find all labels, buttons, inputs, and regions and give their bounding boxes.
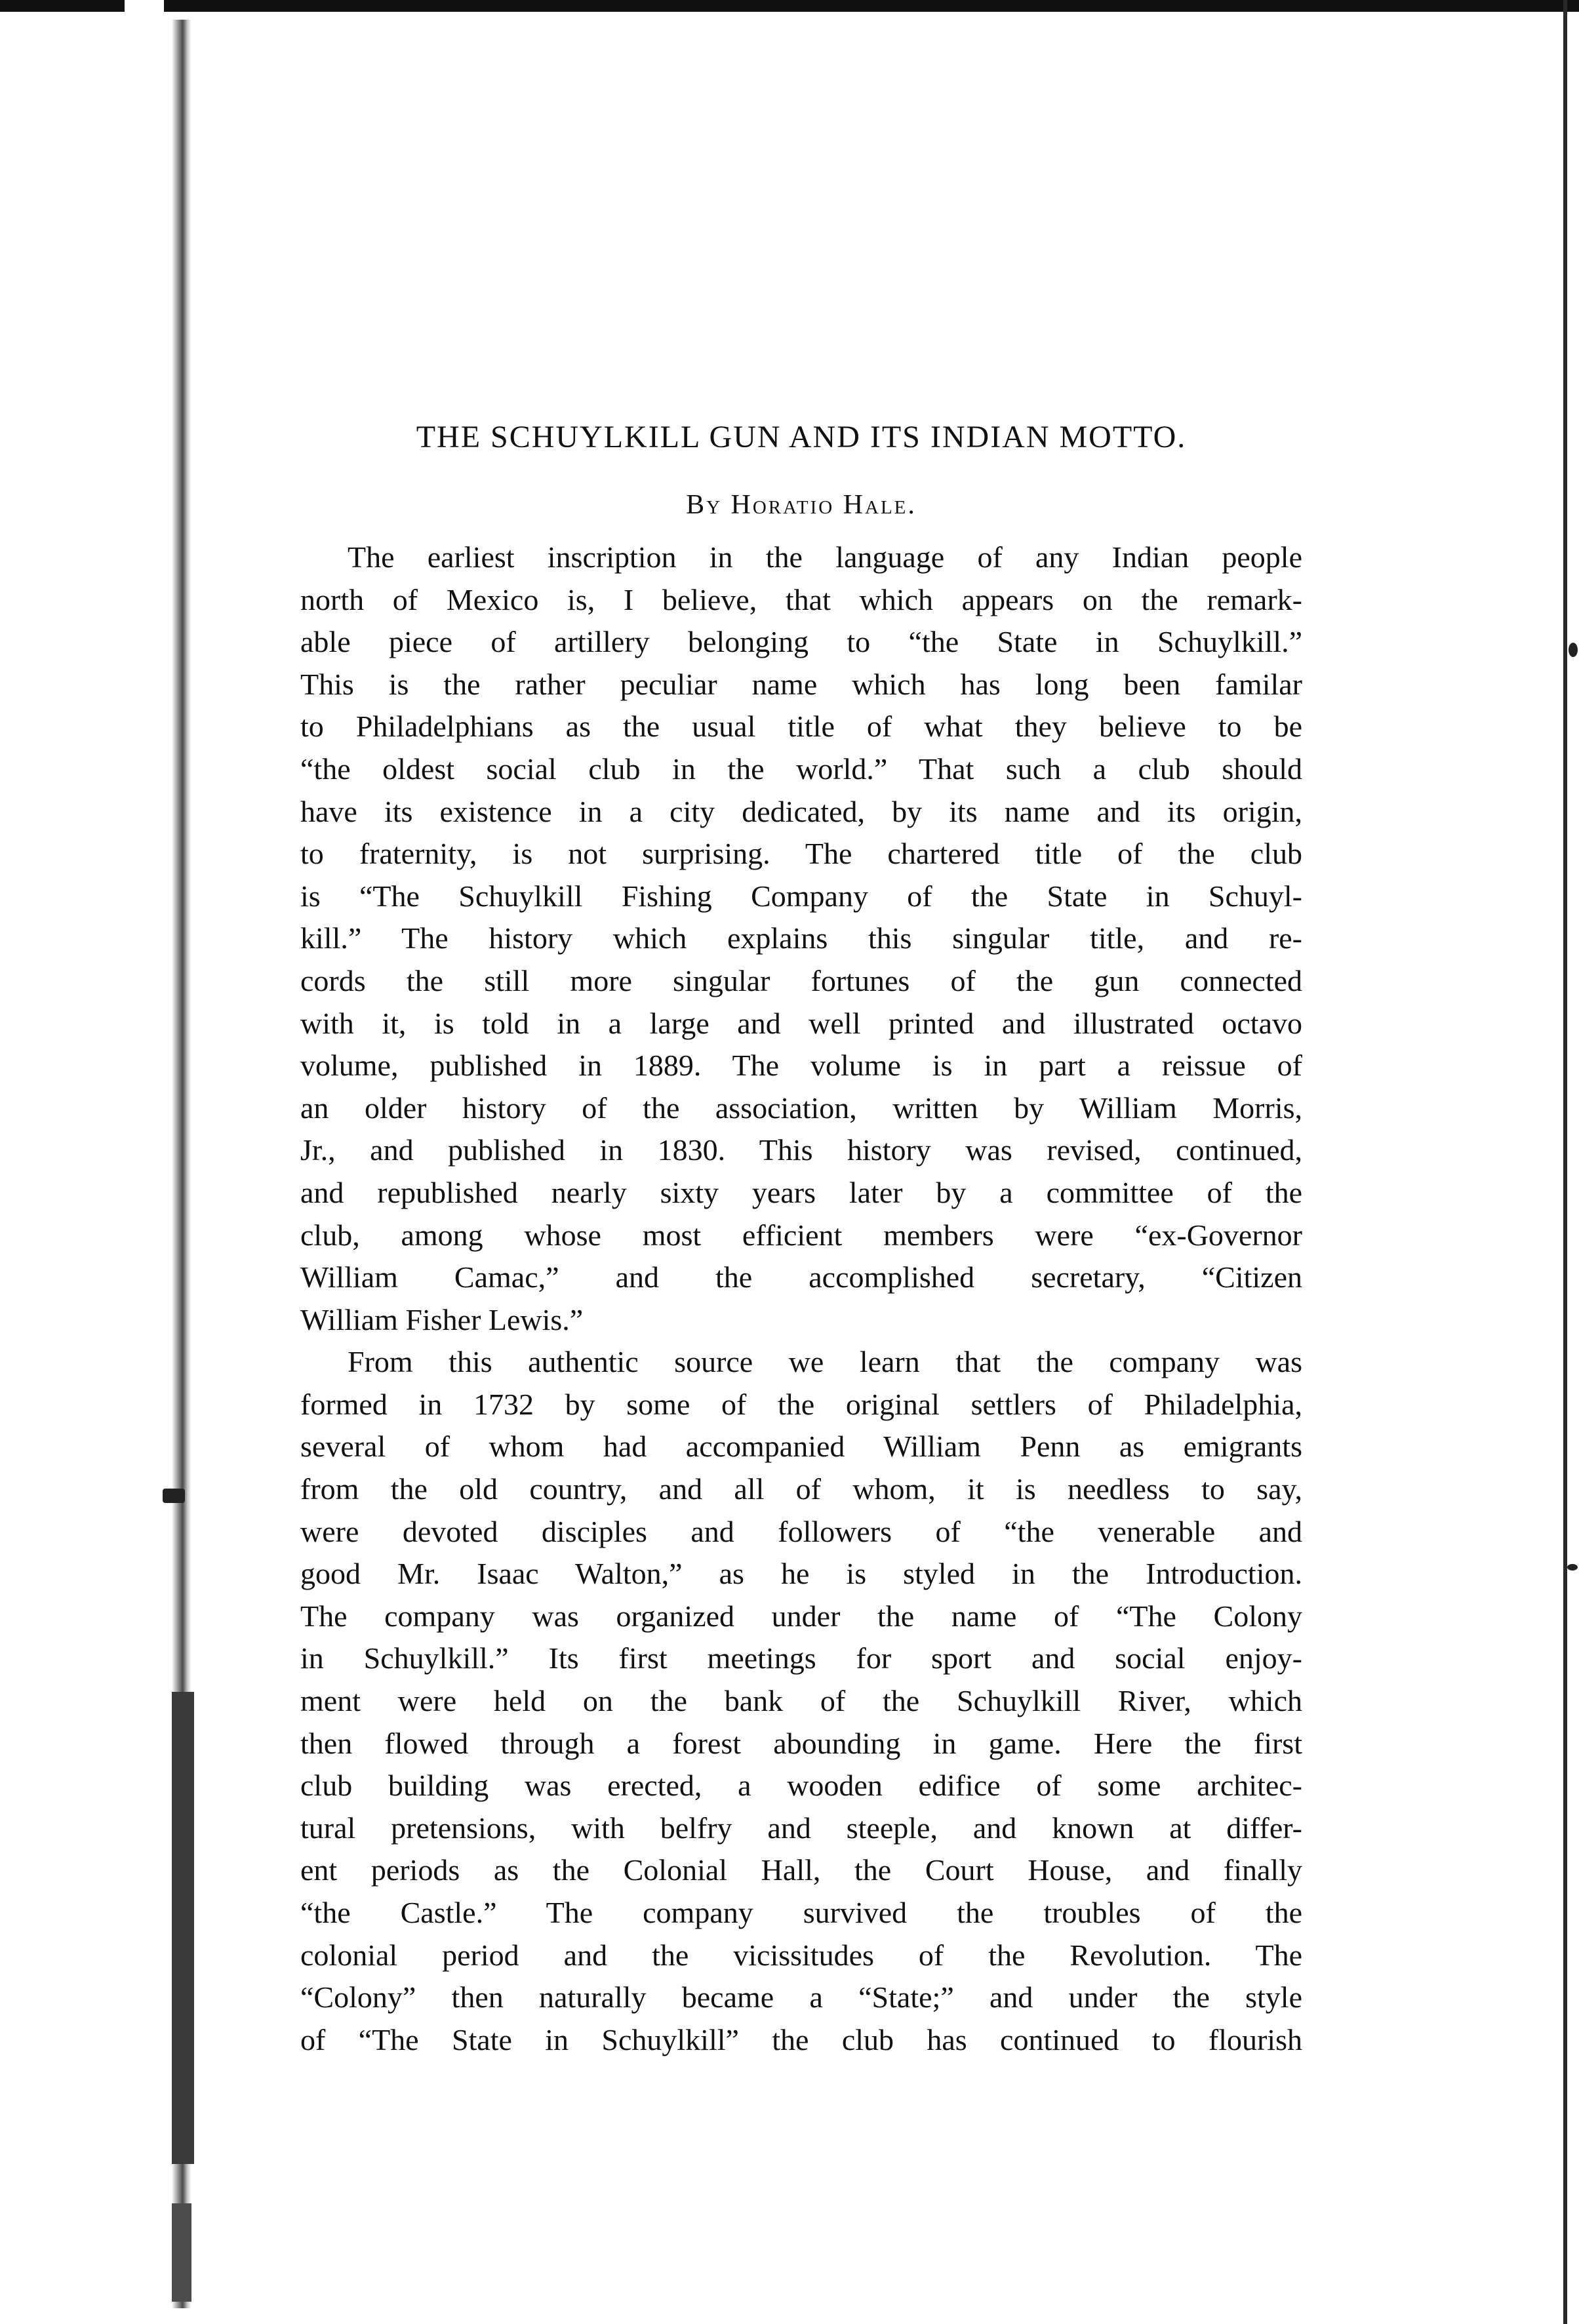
- text-line: “Colony” then naturally became a “State;” and under the style: [300, 1980, 1302, 2014]
- text-line: formed in 1732 by some of the original settlers of Philadelphia,: [300, 1387, 1302, 1421]
- text-line: several of whom had accompanied William Penn as emigrants: [300, 1430, 1302, 1464]
- text-line: were devoted disciples and followers of “the venerable and: [300, 1514, 1302, 1548]
- text-line: and republished nearly sixty years later by a committee of the: [300, 1175, 1302, 1209]
- top-border: [0, 0, 1579, 12]
- text-line: The earliest inscription in the language of any Indian people: [348, 540, 1302, 574]
- top-border-gap: [125, 0, 164, 12]
- text-line: then flowed through a forest abounding in game. Here the first: [300, 1726, 1302, 1760]
- text-line: colonial period and the vicissitudes of the Revolution. The: [300, 1938, 1302, 1972]
- text-line: From this authentic source we learn that the company was: [348, 1345, 1302, 1379]
- paragraph-2: [300, 1341, 1302, 2061]
- text-line: in Schuylkill.” Its first meetings for sport and social enjoy-: [300, 1641, 1302, 1675]
- paragraph-1: [300, 536, 1302, 1341]
- text-line: to fraternity, is not surprising. The chartered title of the club: [300, 837, 1302, 871]
- text-line: cords the still more singular fortunes of the gun connected: [300, 963, 1302, 997]
- text-line: club, among whose most efficient members were “ex-Governor: [300, 1218, 1302, 1252]
- text-line: William Fisher Lewis.”: [300, 1302, 584, 1336]
- text-line: good Mr. Isaac Walton,” as he is styled in the Introduction.: [300, 1557, 1302, 1591]
- article: [300, 414, 1302, 2061]
- left-margin: [0, 0, 177, 2324]
- text-line: ment were held on the bank of the Schuylkill River, which: [300, 1684, 1302, 1718]
- text-line: “the oldest social club in the world.” That such a club should: [300, 751, 1302, 786]
- binding-shadow-dark: [172, 1692, 194, 2164]
- article-byline: By Horatio Hale.: [686, 490, 917, 520]
- text-line: volume, published in 1889. The volume is in part a reissue of: [300, 1049, 1302, 1083]
- text-line: The company was organized under the name of “The Colony: [300, 1599, 1302, 1633]
- binding-mark: [163, 1489, 185, 1503]
- binding-shadow-dark-lower: [172, 2203, 191, 2302]
- text-line: have its existence in a city dedicated, by its name and its origin,: [300, 794, 1302, 828]
- text-line: from the old country, and all of whom, it is needless to say,: [300, 1472, 1302, 1506]
- right-border: [1563, 0, 1567, 2324]
- text-line: an older history of the association, written by William Morris,: [300, 1091, 1302, 1125]
- text-line: club building was erected, a wooden edifice of some architec-: [300, 1769, 1302, 1803]
- text-line: of “The State in Schuylkill” the club has continued to flourish: [300, 2022, 1302, 2056]
- text-line: kill.” The history which explains this singular title, and re-: [300, 921, 1302, 955]
- text-line: north of Mexico is, I believe, that which appears on the remark-: [300, 582, 1302, 616]
- scan-speck: [1567, 1564, 1578, 1571]
- text-line: is “The Schuylkill Fishing Company of the State in Schuyl-: [300, 879, 1302, 913]
- text-line: This is the rather peculiar name which has long been familar: [300, 667, 1302, 701]
- scan-speck: [1569, 643, 1578, 657]
- text-line: able piece of artillery belonging to “the State in Schuylkill.”: [300, 625, 1302, 659]
- text-line: with it, is told in a large and well printed and illustrated octavo: [300, 1006, 1302, 1040]
- text-line: to Philadelphians as the usual title of what they believe to be: [300, 710, 1302, 744]
- text-line: William Camac,” and the accomplished secretary, “Citizen: [300, 1260, 1302, 1294]
- text-line: tural pretensions, with belfry and steeple, and known at differ-: [300, 1811, 1302, 1845]
- text-line: Jr., and published in 1830. This history was revised, continued,: [300, 1133, 1302, 1167]
- article-title: THE SCHUYLKILL GUN AND ITS INDIAN MOTTO.: [416, 420, 1187, 454]
- text-line: “the Castle.” The company survived the troubles of the: [300, 1896, 1302, 1929]
- text-line: ent periods as the Colonial Hall, the Court House, and finally: [300, 1853, 1302, 1887]
